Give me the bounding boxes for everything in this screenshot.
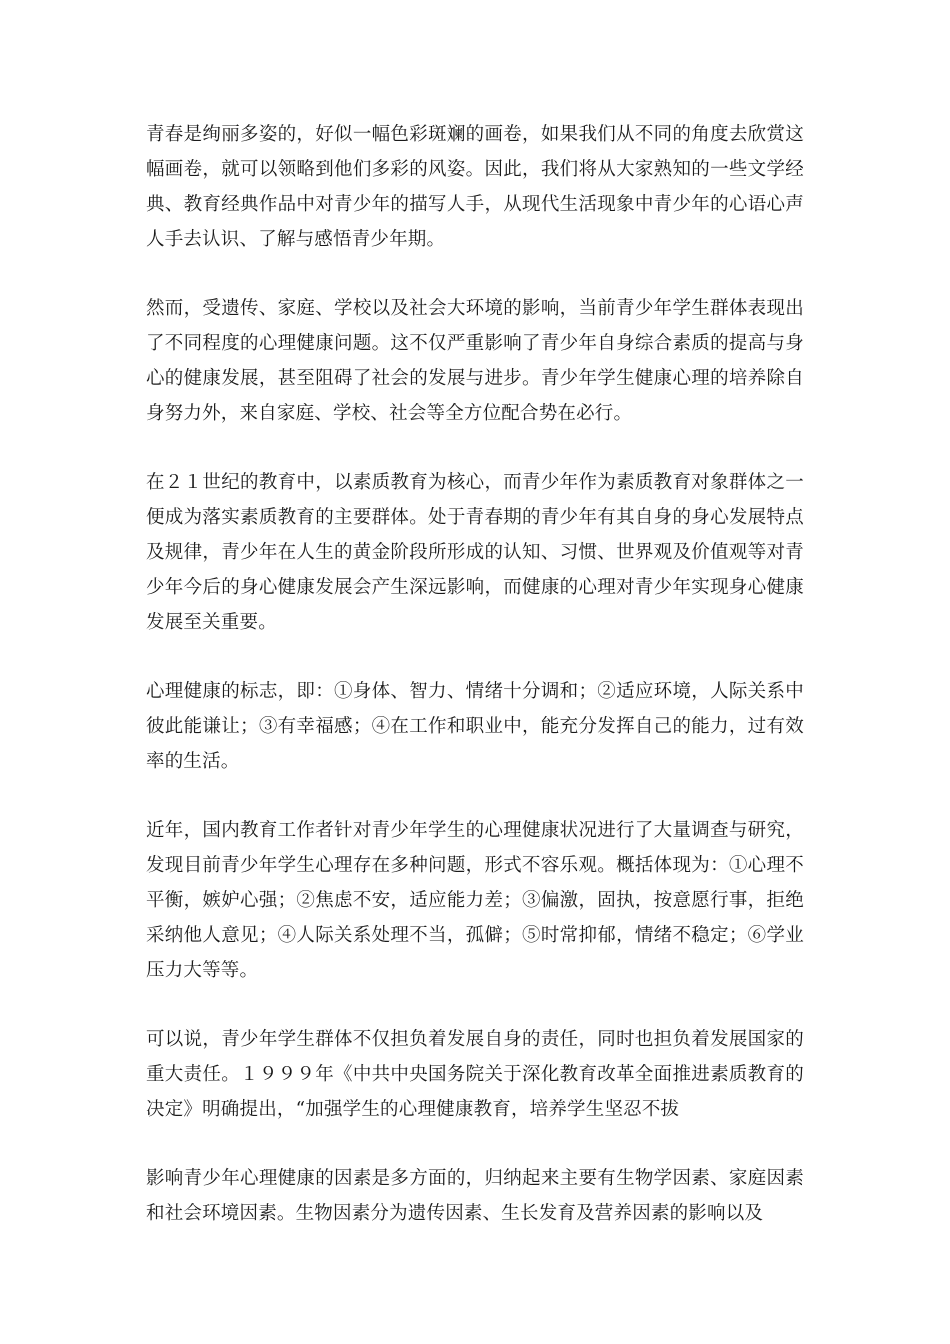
paragraph-2: 然而，受遗传、家庭、学校以及社会大环境的影响，当前青少年学生群体表现出了不同程度的心理健康问题。这不仅严重影响了青少年自身综合素质的提高与身心的健康发展，甚至阻碍了社会的发展与进步。青少年学生健康心理的培养除自身努力外，来自家庭、学校、社会等全方位配合势在必行。 [146,298,804,424]
paragraph-5: 近年，国内教育工作者针对青少年学生的心理健康状况进行了大量调查与研究，发现目前青少年学生心理存在多种问题，形式不容乐观。概括体现为：①心理不平衡，嫉妒心强；②焦虑不安，适应能力差；③偏激，固执，按意愿行事，拒绝采纳他人意见；④人际关系处理不当，孤僻；⑤时常抑郁，情绪不稳定；⑥学业压力大等等。 [146,820,804,981]
paragraph-3: 在２１世纪的教育中，以素质教育为核心，而青少年作为素质教育对象群体之一便成为落实素质教育的主要群体。处于青春期的青少年有其自身的身心发展特点及规律，青少年在人生的黄金阶段所形成的认知、习惯、世界观及价值观等对青少年今后的身心健康发展会产生深远影响，而健康的心理对青少年实现身心健康发展至关重要。 [146,472,804,633]
paragraph-4: 心理健康的标志，即：①身体、智力、情绪十分调和；②适应环境，人际关系中彼此能谦让；③有幸福感；④在工作和职业中，能充分发挥自己的能力，过有效率的生活。 [146,681,804,772]
paragraph-6: 可以说，青少年学生群体不仅担负着发展自身的责任，同时也担负着发展国家的重大责任。１９９９年《中共中央国务院关于深化教育改革全面推进素质教育的决定》明确提出，“加强学生的心理健康教育，培养学生坚忍不拔 [146,1029,804,1120]
paragraph-1: 青春是绚丽多姿的，好似一幅色彩斑斓的画卷，如果我们从不同的角度去欣赏这幅画卷，就可以领略到他们多彩的风姿。因此，我们将从大家熟知的一些文学经典、教育经典作品中对青少年的描写人手，从现代生活现象中青少年的心语心声人手去认识、了解与感悟青少年期。 [146,124,804,250]
paragraph-7: 影响青少年心理健康的因素是多方面的，归纳起来主要有生物学因素、家庭因素和社会环境因素。生物因素分为遗传因素、生长发育及营养因素的影响以及 [146,1168,804,1224]
